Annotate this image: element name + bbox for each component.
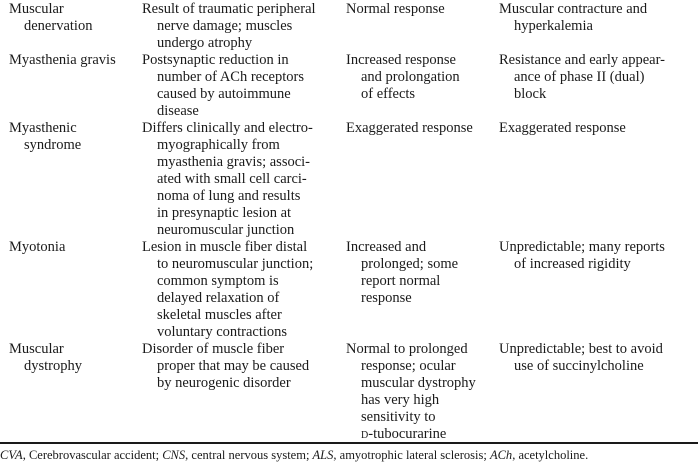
footnote-definition: , amyotrophic lateral sclerosis;: [333, 448, 490, 462]
table-row: [0, 341, 698, 443]
cell-line: dystrophy: [24, 358, 82, 374]
cell-line: Myasthenic: [9, 120, 77, 136]
cell-line: in presynaptic lesion at: [157, 205, 292, 221]
cell-line: nerve damage; muscles: [157, 18, 293, 34]
cell-description: [142, 239, 346, 341]
footnote-definition: , acetylcholine.: [512, 448, 589, 462]
cell-line: Myotonia: [9, 239, 66, 255]
cell-line: noma of lung and results: [157, 188, 301, 204]
cell-notes: [499, 52, 698, 120]
cell-line: Normal to prolonged: [346, 341, 468, 357]
cell-response: [346, 52, 499, 120]
cell-description: [142, 341, 346, 443]
footnote-abbreviation: CVA: [0, 448, 23, 462]
cell-line: Differs clinically and electro-: [142, 120, 313, 136]
footnote-abbreviation: CNS: [162, 448, 186, 462]
cell-line: myasthenia gravis; associ-: [157, 154, 311, 170]
cell-line: undergo atrophy: [157, 35, 253, 51]
cell-line: by neurogenic disorder: [157, 375, 291, 391]
cell-response: [346, 341, 499, 443]
cell-description: [142, 120, 346, 239]
table-row: [0, 1, 698, 52]
cell-line: Postsynaptic reduction in: [142, 52, 289, 68]
cell-condition: [0, 239, 142, 341]
cell-line: Myasthenia gravis: [9, 52, 116, 68]
cell-line: of increased rigidity: [514, 256, 631, 272]
cell-line: Increased and: [346, 239, 427, 255]
cell-line: disease: [157, 103, 199, 119]
cell-line: Normal response: [346, 1, 445, 17]
cell-line: to neuromuscular junction;: [157, 256, 314, 272]
cell-line: voluntary contractions: [157, 324, 288, 340]
cell-line: skeletal muscles after: [157, 307, 282, 323]
cell-notes: [499, 341, 698, 443]
cell-notes: [499, 1, 698, 52]
cell-line: Exaggerated response: [499, 120, 626, 136]
cell-line: Muscular: [9, 341, 64, 357]
cell-line: of effects: [361, 86, 416, 102]
cell-condition: [0, 120, 142, 239]
cell-line: d-tubocurarine: [361, 426, 447, 442]
cell-line: Unpredictable; best to avoid: [499, 341, 663, 357]
cell-line: Resistance and early appear-: [499, 52, 665, 68]
cell-notes: [499, 239, 698, 341]
small-caps-prefix: d: [361, 426, 369, 442]
cell-line: delayed relaxation of: [157, 290, 280, 306]
cell-line: common symptom is: [157, 273, 279, 289]
cell-line: caused by autoimmune: [157, 86, 291, 102]
cell-notes: [499, 120, 698, 239]
table-footnote: [0, 447, 588, 463]
cell-line: Increased response: [346, 52, 456, 68]
cell-line: Unpredictable; many reports: [499, 239, 665, 255]
cell-condition: [0, 1, 142, 52]
table-row: [0, 52, 698, 120]
footnote-definition: , central nervous system;: [185, 448, 313, 462]
cell-line: use of succinylcholine: [514, 358, 644, 374]
footnote-definition: , Cerebrovascular accident;: [22, 448, 163, 462]
cell-line: Lesion in muscle fiber distal: [142, 239, 308, 255]
cell-response: [346, 1, 499, 52]
cell-line: neuromuscular junction: [157, 222, 295, 238]
cell-line: myographically from: [157, 137, 280, 153]
cell-condition: [0, 52, 142, 120]
table-row: [0, 120, 698, 239]
cell-line: number of ACh receptors: [157, 69, 304, 85]
cell-condition: [0, 341, 142, 443]
cell-line: block: [514, 86, 547, 102]
cell-line: proper that may be caused: [157, 358, 310, 374]
cell-line: Disorder of muscle fiber: [142, 341, 285, 357]
cell-line: Muscular contracture and: [499, 1, 648, 17]
footnote-abbreviation: ACh: [489, 448, 513, 462]
footnote-abbreviation: ALS: [312, 448, 334, 462]
cell-description: [142, 1, 346, 52]
condition-response-table: [0, 1, 698, 443]
cell-line: report normal: [361, 273, 441, 289]
cell-line: has very high: [361, 392, 440, 408]
cell-line: Exaggerated response: [346, 120, 473, 136]
cell-line: muscular dystrophy: [361, 375, 476, 391]
table-bottom-rule: [0, 442, 698, 444]
cell-line: Result of traumatic peripheral: [142, 1, 316, 17]
cell-line: ance of phase II (dual): [514, 69, 645, 85]
cell-response: [346, 239, 499, 341]
cell-line: response; ocular: [361, 358, 456, 374]
cell-response: [346, 120, 499, 239]
table-row: [0, 239, 698, 341]
cell-line: Muscular: [9, 1, 64, 17]
cell-line: hyperkalemia: [514, 18, 593, 34]
cell-line: syndrome: [24, 137, 82, 153]
cell-line: sensitivity to: [361, 409, 436, 425]
cell-description: [142, 52, 346, 120]
cell-line: prolonged; some: [361, 256, 459, 272]
cell-line: denervation: [24, 18, 93, 34]
cell-line: ated with small cell carci-: [157, 171, 307, 187]
cell-line: response: [361, 290, 412, 306]
cell-line: and prolongation: [361, 69, 460, 85]
